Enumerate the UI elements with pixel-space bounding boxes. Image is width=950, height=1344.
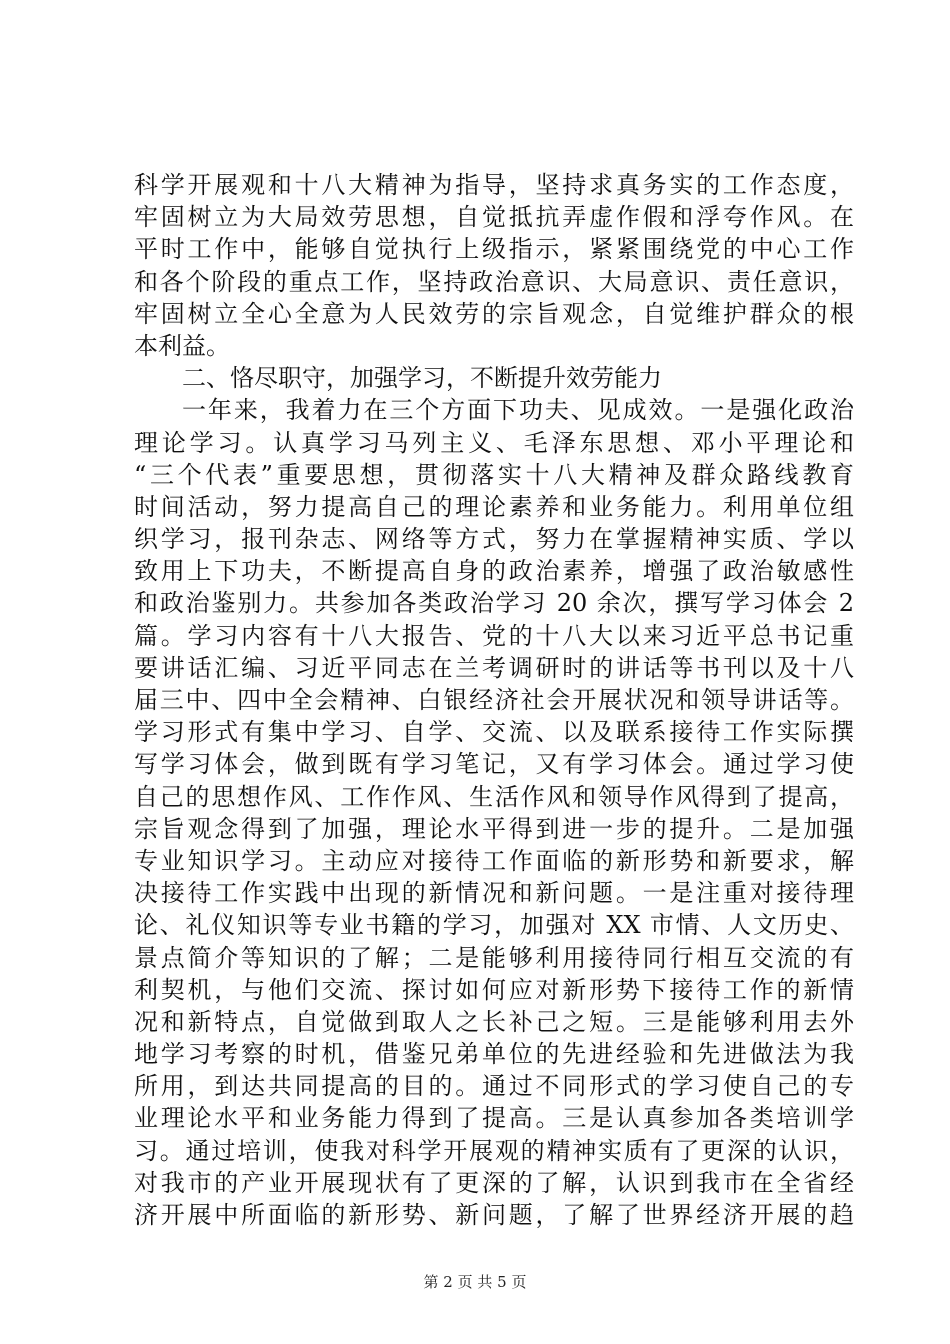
text-line: 决接待工作实践中出现的新情况和新问题。一是注重对接待理 — [134, 879, 854, 908]
text-line: “三个代表”重要思想，贯彻落实十八大精神及群众路线教育 — [134, 460, 854, 489]
text-line: 致用上下功夫，不断提高自身的政治素养，增强了政治敏感性 — [134, 557, 854, 586]
text-line: 利契机，与他们交流、探讨如何应对新形势下接待工作的新情 — [134, 975, 854, 1004]
text-line: 专业知识学习。主动应对接待工作面临的新形势和新要求，解 — [134, 846, 854, 875]
text-line: 牢固树立为大局效劳思想，自觉抵抗弄虚作假和浮夸作风。在 — [134, 203, 854, 232]
section-heading: 二、恪尽职守，加强学习，不断提升效劳能力 — [182, 364, 662, 393]
text-line: 牢固树立全心全意为人民效劳的宗旨观念，自觉维护群众的根 — [134, 299, 854, 328]
text-line: 本利益。 — [134, 331, 230, 360]
text-line: 要讲话汇编、习近平同志在兰考调研时的讲话等书刊以及十八 — [134, 653, 854, 682]
text-line: 届三中、四中全会精神、白银经济社会开展状况和领导讲话等。 — [134, 686, 854, 714]
text-line: 和政治鉴别力。共参加各类政治学习 20 余次，撰写学习体会 2 — [134, 589, 854, 618]
text-line: 平时工作中，能够自觉执行上级指示，紧紧围绕党的中心工作 — [134, 235, 854, 264]
page-number-footer: 第 2 页 共 5 页 — [423, 1273, 527, 1291]
text-line: 学习形式有集中学习、自学、交流、以及联系接待工作实际撰 — [134, 718, 854, 747]
text-line: 一年来，我着力在三个方面下功夫、见成效。一是强化政治 — [182, 396, 854, 425]
text-line: 时间活动，努力提高自己的理论素养和业务能力。利用单位组 — [134, 492, 854, 521]
text-line: 科学开展观和十八大精神为指导，坚持求真务实的工作态度， — [134, 171, 854, 199]
text-line: 和各个阶段的重点工作，坚持政治意识、大局意识、责任意识， — [134, 267, 854, 296]
text-line: 况和新特点，自觉做到取人之长补己之短。三是能够利用去外 — [134, 1007, 854, 1036]
text-line: 宗旨观念得到了加强，理论水平得到进一步的提升。二是加强 — [134, 814, 854, 843]
text-line: 论、礼仪知识等专业书籍的学习，加强对 XX 市情、人文历史、 — [134, 911, 854, 940]
text-line: 景点简介等知识的了解；二是能够利用接待同行相互交流的有 — [134, 943, 854, 972]
text-line: 对我市的产业开展现状有了更深的了解，认识到我市在全省经 — [134, 1168, 854, 1197]
text-line: 业理论水平和业务能力得到了提高。三是认真参加各类培训学 — [134, 1104, 854, 1133]
text-line: 理论学习。认真学习马列主义、毛泽东思想、邓小平理论和 — [134, 428, 854, 457]
text-line: 所用，到达共同提高的目的。通过不同形式的学习使自己的专 — [134, 1072, 854, 1101]
text-line: 济开展中所面临的新形势、新问题，了解了世界经济开展的趋 — [134, 1201, 854, 1229]
text-line: 篇。学习内容有十八大报告、党的十八大以来习近平总书记重 — [134, 621, 854, 650]
text-line: 写学习体会，做到既有学习笔记，又有学习体会。通过学习使 — [134, 750, 854, 779]
text-line: 地学习考察的时机，借鉴兄弟单位的先进经验和先进做法为我 — [134, 1040, 854, 1069]
body-text — [134, 169, 854, 1231]
text-line: 织学习，报刊杂志、网络等方式，努力在掌握精神实质、学以 — [134, 525, 854, 554]
text-line: 自己的思想作风、工作作风、生活作风和领导作风得到了提高， — [134, 782, 854, 811]
text-line: 习。通过培训，使我对科学开展观的精神实质有了更深的认识， — [134, 1136, 854, 1165]
